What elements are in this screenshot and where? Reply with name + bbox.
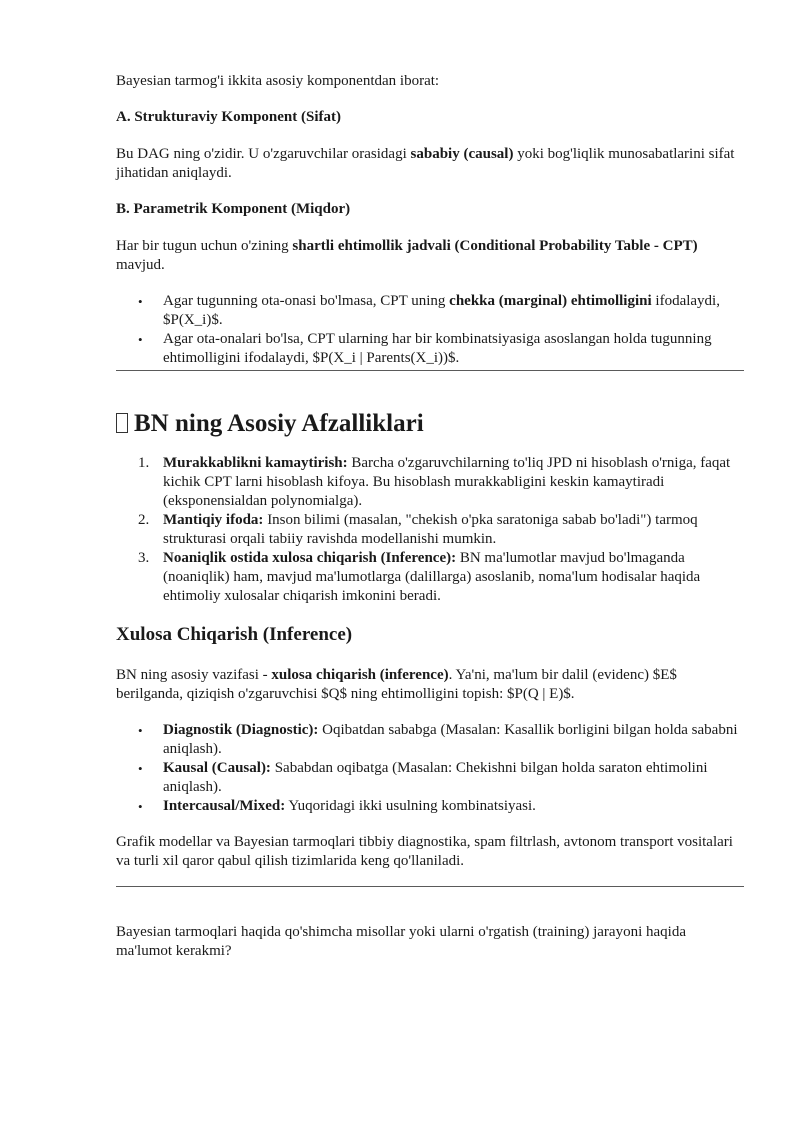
advantages-title bbox=[116, 409, 744, 439]
bullet-text-pre: Agar tugunning ota-onasi bo'lmasa, CPT uning bbox=[163, 293, 450, 309]
closing-paragraph: Grafik modellar va Bayesian tarmoqlari tibbiy diagnostika, spam filtrlash, avtonom transport vositalari va turli xil qaror qabul qilish tizimlarida keng qo'llaniladi. bbox=[116, 834, 733, 869]
inference-paragraph bbox=[116, 666, 744, 704]
advantage-text: Barcha o'zgaruvchilarning to'liq JPD ni hisoblash o'rniga, faqat kichik CPT larni hisoblash kifoya. Bu hisoblash murakkabligini keskin kamaytiradi (eksponensialdan polynomialga). bbox=[163, 455, 731, 509]
advantages-title-text: BN ning Asosiy Afzalliklari bbox=[134, 410, 424, 437]
list-item bbox=[116, 454, 744, 511]
document-page bbox=[116, 72, 744, 961]
section-a-heading: A. Strukturaviy Komponent (Sifat) bbox=[116, 109, 342, 125]
inference-type-bold: Kausal (Causal): bbox=[163, 760, 271, 776]
list-item bbox=[116, 330, 744, 368]
list-item bbox=[116, 759, 744, 797]
advantage-text: BN ma'lumotlar mavjud bo'lmaganda (noaniqlik) ham, mavjud ma'lumotlarga (dalillarga) asoslanib, noma'lum hodisalar haqida ehtimoliy xulosalar chiqarish imkonini beradi. bbox=[163, 550, 701, 604]
bullet-text-bold: chekka (marginal) ehtimolligini bbox=[449, 293, 652, 309]
section-b-text-post: mavjud. bbox=[116, 257, 165, 273]
advantage-bold: Noaniqlik ostida xulosa chiqarish (Inference): bbox=[163, 550, 457, 566]
inference-type-bold: Intercausal/Mixed: bbox=[163, 798, 286, 814]
inference-type-text: Sababdan oqibatga (Masalan: Chekishni bilgan holda saraton ehtimolini aniqlash). bbox=[163, 760, 708, 795]
bullet-text-post: ifodalaydi, $P(X_i)$. bbox=[163, 293, 720, 328]
advantage-bold: Murakkablikni kamaytirish: bbox=[163, 455, 348, 471]
advantage-text: Inson bilimi (masalan, "chekish o'pka saratoniga sabab bo'ladi") tarmoq strukturasi orqali tabiiy ravishda modellanishi mumkin. bbox=[163, 512, 698, 547]
advantage-bold: Mantiqiy ifoda: bbox=[163, 512, 264, 528]
cpt-bullet-list bbox=[116, 292, 744, 368]
section-b-text-pre: Har bir tugun uchun o'zining bbox=[116, 238, 293, 254]
followup-question: Bayesian tarmoqlari haqida qo'shimcha misollar yoki ularni o'rgatish (training) jarayoni haqida ma'lumot kerakmi? bbox=[116, 924, 686, 959]
inference-title: Xulosa Chiqarish (Inference) bbox=[116, 624, 353, 645]
section-b-text-bold: shartli ehtimollik jadvali (Conditional Probability Table - CPT) bbox=[292, 238, 698, 254]
list-item bbox=[116, 292, 744, 330]
advantages-list bbox=[116, 454, 744, 606]
section-b-heading: B. Parametrik Komponent (Miqdor) bbox=[116, 201, 351, 217]
inference-text-bold: xulosa chiqarish (inference) bbox=[271, 667, 449, 683]
list-number: 2. bbox=[138, 512, 150, 528]
list-number: 1. bbox=[138, 455, 150, 471]
missing-glyph-icon bbox=[116, 413, 128, 433]
section-a-text-pre: Bu DAG ning o'zidir. U o'zgaruvchilar orasidagi bbox=[116, 146, 411, 162]
list-item bbox=[116, 797, 744, 816]
inference-types-list bbox=[116, 721, 744, 816]
section-a-text-bold: sababiy (causal) bbox=[410, 146, 514, 162]
list-item bbox=[116, 511, 744, 549]
intro-paragraph: Bayesian tarmog'i ikkita asosiy komponentdan iborat: bbox=[116, 73, 440, 89]
section-a-text-post: yoki bog'liqlik munosabatlarini sifat jihatidan aniqlaydi. bbox=[116, 146, 735, 181]
list-item bbox=[116, 721, 744, 759]
inference-text-post: . Ya'ni, ma'lum bir dalil (evidenc) $E$ berilganda, qiziqish o'zgaruvchisi $Q$ ning ehtimolligini topish: $P(Q | E)$. bbox=[116, 667, 677, 702]
list-number: 3. bbox=[138, 550, 150, 566]
section-b-paragraph bbox=[116, 237, 744, 275]
inference-type-text: Oqibatdan sababga (Masalan: Kasallik borligini bilgan holda sababni aniqlash). bbox=[163, 722, 738, 757]
list-item bbox=[116, 549, 744, 606]
inference-type-text: Yuqoridagi ikki usulning kombinatsiyasi. bbox=[285, 798, 536, 814]
inference-type-bold: Diagnostik (Diagnostic): bbox=[163, 722, 319, 738]
bullet-text-pre: Agar ota-onalari bo'lsa, CPT ularning har bir kombinatsiyasiga asoslangan holda tugunning ehtimolligini ifodalaydi, $P(X_i | Parents(X_i))$. bbox=[163, 331, 712, 366]
section-a-paragraph bbox=[116, 145, 744, 183]
inference-text-pre: BN ning asosiy vazifasi - bbox=[116, 667, 272, 683]
